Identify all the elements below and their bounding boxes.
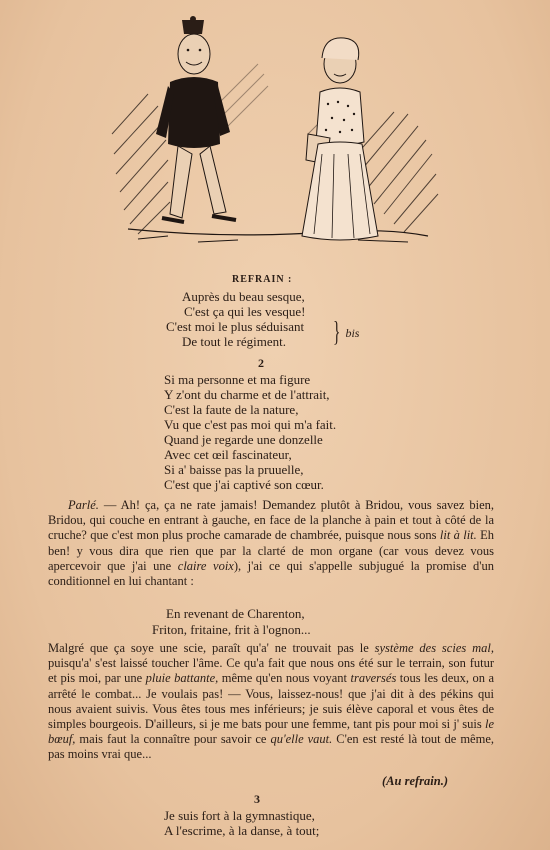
soldier-figure: [156, 16, 236, 222]
soldier-and-lady-illustration: [108, 14, 440, 250]
prose-segment: C'en est resté là tout de même, pas moins vrai que...: [48, 732, 494, 762]
prose-segment: mais faut la connaître pour savoir ce: [75, 732, 271, 747]
spoken-paragraph-2: [48, 641, 494, 763]
quote-line: Friton, fritaine, frit à l'ognon...: [152, 622, 311, 637]
sung-quote: [152, 606, 311, 638]
prose-italic: pluie battante,: [145, 671, 219, 686]
prose-italic: claire voix: [177, 558, 234, 573]
stanza-3: [164, 808, 319, 838]
stanza-number: 2: [258, 356, 264, 370]
prose-italic: traversés: [350, 671, 397, 686]
prose-italic: lit à lit.: [439, 528, 477, 543]
stanza-line: Je suis fort à la gymnastique,: [164, 808, 315, 823]
stanza-number: 3: [254, 792, 260, 806]
prose-segment: Malgré que ça soye une scie, paraît qu'a' ne trouvait pas le: [48, 641, 375, 655]
paragraph-text: [48, 498, 494, 589]
stanza-line: Vu que c'est pas moi qui m'a fait.: [164, 417, 337, 432]
refrain-line: C'est moi le plus séduisant: [166, 319, 305, 334]
prose-segment: Eh ben! y vous dira que rien que par la clarté de mon organe (car vous devez vous apercevoir que j'ai une: [48, 528, 495, 573]
stanza-line: Y z'ont du charme et de l'attrait,: [164, 387, 330, 402]
stanza-line: C'est que j'ai captivé son cœur.: [164, 477, 324, 492]
stanza-line: C'est la faute de la nature,: [164, 402, 299, 417]
stanza-line: Si ma personne et ma figure: [164, 372, 311, 387]
prose-segment: même qu'en nous voyant: [218, 671, 351, 686]
prose-italic: système des scies mal,: [374, 641, 494, 655]
prose-segment: ), j'ai ce qui s'appelle subjugué la promise d'un conditionnel en lui chantant :: [48, 558, 494, 589]
stanza-line: Quand je regarde une donzelle: [164, 432, 323, 447]
refrain-line: C'est ça qui les vesque!: [184, 304, 306, 319]
prose-segment: puisqu'a' s'est laissé toucher l'âme. Ce qu'a fait que nous ons été sur le terrain, son futur et pis moi, par une: [48, 656, 494, 686]
refrain-line: De tout le régiment.: [182, 334, 286, 349]
stanza-line: Si a' baisse pas la pruuelle,: [164, 462, 304, 477]
bis-label: bis: [345, 325, 360, 340]
quote-line: En revenant de Charenton,: [166, 606, 305, 621]
prose-segment: — Ah! ça, ça ne rate jamais! Demandez plutôt à Bridou, vous savez bien, Bridou, qui couche en entrant à gauche, en face de la planche à pain et tout à côté de la cruche? que c'est mon plus proche camarade de chambrée, puisque nous sons: [48, 498, 494, 543]
parle-label: Parlé.: [68, 498, 99, 512]
hatching-background: [112, 64, 438, 234]
prose-segment: tous les deux, on a arrêté le combat... Je voulais pas! — Vous, laissez-nous! que j'ai dit à des pékins qui nous avaient suivis. Vous êtes tous mes inférieurs; je suis élève caporal et vous êtes de simples bourgeois. D'ailleurs, si je me bats pour une femme, tant pis pour moi si j' suis: [48, 671, 494, 732]
paragraph-text: [48, 641, 494, 763]
prose-italic: le bœuf,: [48, 717, 494, 747]
lady-figure: [302, 38, 378, 240]
refrain-verse: [166, 289, 306, 349]
au-refrain-note: (Au refrain.): [382, 774, 448, 788]
bis-marker: [330, 318, 359, 348]
stanza-line: A l'escrime, à la danse, à tout;: [164, 823, 320, 838]
stanza-line: Avec cet œil fascinateur,: [164, 447, 292, 462]
refrain-line: Auprès du beau sesque,: [182, 289, 305, 304]
prose-italic: qu'elle vaut.: [270, 732, 333, 747]
refrain-title: REFRAIN :: [232, 274, 293, 285]
spoken-paragraph-1: [48, 498, 494, 589]
brace-icon: }: [333, 317, 341, 348]
stanza-2: [164, 372, 336, 492]
